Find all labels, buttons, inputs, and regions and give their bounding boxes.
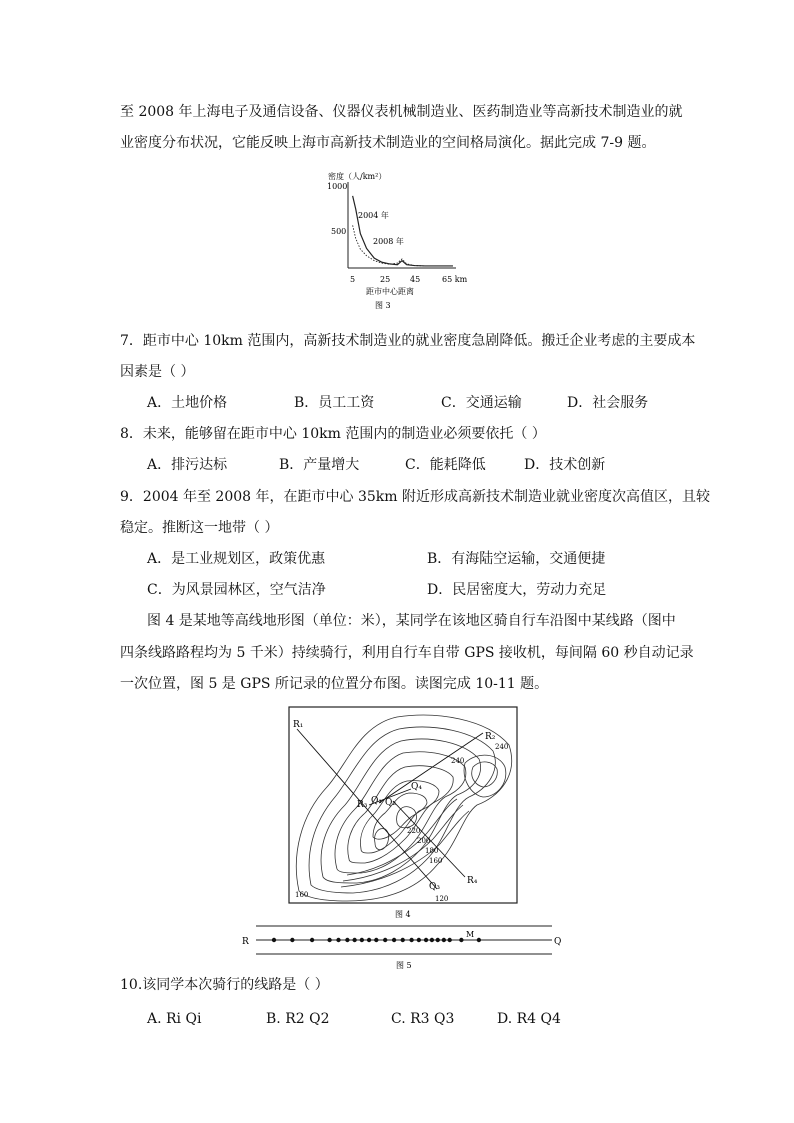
intro-line-2: 业密度分布状况，它能反映上海市高新技术制造业的空间格局演化。据此完成 7-9 题。 (120, 135, 656, 151)
gps-point (409, 938, 413, 942)
q7-stem-1: 7．距市中心 10km 范围内，高新技术制造业的就业密度急剧降低。搬迁企业考虑的主要成本 (120, 333, 696, 349)
q9-option-b[interactable]: B．有海陆空运输，交通便捷 (427, 551, 606, 567)
q9-stem-2: 稳定。推断这一地带（ ） (120, 520, 279, 536)
intro2-line-2: 四条线路路程均为 5 千米）持续骑行，利用自行车自带 GPS 接收机，每间隔 60 秒自动记录 (120, 645, 694, 661)
chart-series-label-2004: 2004 年 (358, 211, 389, 220)
q7-option-c[interactable]: C．交通运输 (441, 395, 522, 411)
intro-line-1: 至 2008 年上海电子及通信设备、仪器仪表机械制造业、医药制造业等高新技术制造业的就 (120, 104, 683, 120)
gps-point (417, 938, 421, 942)
chart-xtick-5: 5 (350, 275, 356, 284)
chart-xtick-45: 45 (410, 275, 421, 284)
gps-point (383, 938, 387, 942)
q9-option-d[interactable]: D．民居密度大，劳动力充足 (427, 582, 607, 598)
label-q3: Q₃ (429, 882, 440, 892)
q8-option-b[interactable]: B．产量增大 (279, 457, 360, 473)
chart-xtick-65: 65 km (442, 275, 468, 284)
chart-xlabel: 距市中心距离 (366, 287, 414, 296)
contour-label-160a: 160 (429, 857, 443, 865)
contour-label-180: 180 (425, 847, 439, 855)
gps-caption: 图 5 (396, 961, 412, 970)
map-frame (289, 707, 517, 903)
gps-point (436, 938, 440, 942)
gps-point (352, 938, 356, 942)
chart-ytick-500: 500 (331, 227, 347, 236)
q8-option-d[interactable]: D．技术创新 (524, 457, 606, 473)
gps-point (447, 938, 451, 942)
contour-label-240b: 240 (495, 743, 509, 751)
gps-point (360, 938, 364, 942)
q7-option-a[interactable]: A．土地价格 (147, 395, 228, 411)
gps-point (272, 938, 276, 942)
q10-option-a[interactable]: A. Ri Qi (147, 1011, 202, 1027)
map-caption: 图 4 (395, 910, 411, 919)
q10-option-b[interactable]: B. R2 Q2 (266, 1011, 330, 1027)
q9-option-c[interactable]: C．为风景园林区，空气洁净 (147, 582, 326, 598)
contour-label-120: 120 (435, 895, 449, 903)
gps-point (327, 938, 331, 942)
contour-east-2 (472, 762, 498, 787)
q8-option-a[interactable]: A．排污达标 (147, 457, 228, 473)
series-line-0 (353, 196, 453, 266)
contour-label-220: 220 (407, 827, 421, 835)
chart-caption: 图 3 (375, 301, 391, 310)
gps-track (236, 920, 566, 972)
label-q1: Q₁ (371, 796, 382, 806)
gps-label-m: M (466, 930, 475, 939)
label-r3: R₃ (357, 800, 368, 810)
gps-point (401, 938, 405, 942)
gps-point (430, 938, 434, 942)
gps-point (345, 938, 349, 942)
density-chart (318, 168, 478, 318)
intro2-line-3: 一次位置，图 5 是 GPS 所记录的位置分布图。读图完成 10-11 题。 (120, 676, 549, 692)
gps-point (392, 938, 396, 942)
q10-option-c[interactable]: C. R3 Q3 (391, 1011, 455, 1027)
q10-stem: 10.该同学本次骑行的线路是（ ） (120, 977, 329, 993)
q10-option-d[interactable]: D. R4 Q4 (497, 1011, 561, 1027)
q7-option-b[interactable]: B．员工工资 (294, 395, 375, 411)
contour-label-200: 200 (417, 837, 431, 845)
gps-label-q: Q (554, 937, 562, 947)
gps-point (367, 938, 371, 942)
q8-stem: 8．未来，能够留在距市中心 10km 范围内的制造业必须要依托（ ） (120, 426, 546, 442)
q7-stem-2: 因素是（ ） (120, 364, 195, 380)
intro2-line-1: 图 4 是某地等高线地形图（单位：米），某同学在该地区骑自行车沿图中某线路（图中 (147, 613, 676, 629)
gps-point (424, 938, 428, 942)
contour-label-240a: 240 (451, 757, 465, 765)
chart-ytick-1000: 1000 (327, 182, 348, 191)
q8-option-c[interactable]: C．能耗降低 (405, 457, 486, 473)
chart-xtick-25: 25 (380, 275, 391, 284)
q9-option-a[interactable]: A．是工业规划区，政策优惠 (147, 551, 326, 567)
label-q4: Q₄ (411, 782, 422, 792)
gps-point (477, 938, 481, 942)
gps-point (336, 938, 340, 942)
gps-point (290, 938, 294, 942)
label-r2: R₂ (485, 732, 496, 742)
gps-point (459, 938, 463, 942)
chart-series-label-2008: 2008 年 (373, 237, 404, 246)
label-r1: R₁ (293, 720, 304, 730)
contour-outer-1 (296, 715, 511, 901)
contour-map (287, 705, 519, 920)
contour-label-160b: 160 (295, 891, 309, 899)
label-q2: Q₂ (385, 798, 396, 808)
gps-point (442, 938, 446, 942)
q7-option-d[interactable]: D．社会服务 (567, 395, 649, 411)
gps-label-r: R (242, 937, 249, 947)
q9-stem-1: 9．2004 年至 2008 年，在距市中心 35km 附近形成高新技术制造业就业密度次高值区，且较 (120, 489, 710, 505)
chart-ylabel: 密度（人/km²） (328, 172, 387, 181)
label-r4: R₄ (467, 876, 478, 886)
gps-point (310, 938, 314, 942)
gps-point (374, 938, 378, 942)
